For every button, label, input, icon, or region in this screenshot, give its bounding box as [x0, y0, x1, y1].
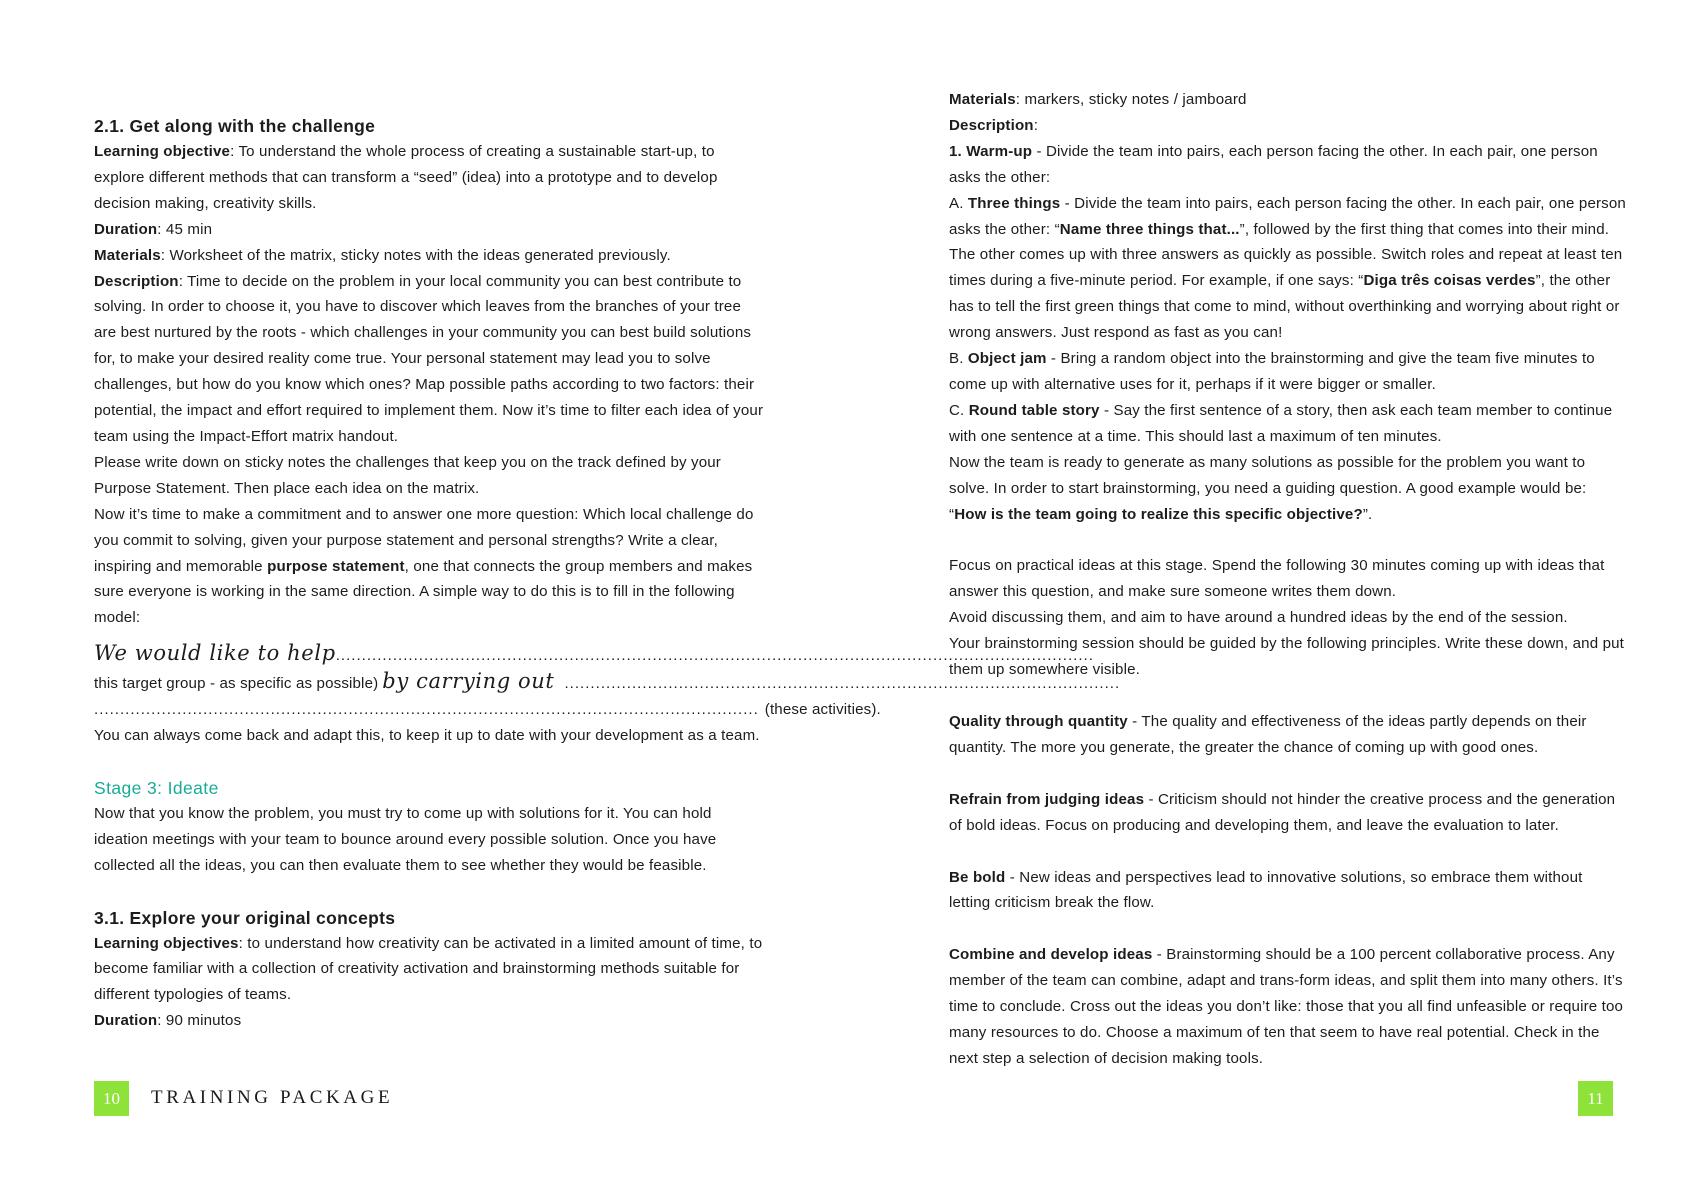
left-page-number: 10 [94, 1081, 129, 1116]
template-dots-2: ........................................................................................................... [564, 675, 1121, 693]
learning-objectives-2: Learning objectives: to understand how creativity can be activated in a limited amount of time, to become familiar with a collection of creativity activation and brainstorming methods suitable for different typologies of teams. [94, 934, 763, 1004]
materials-right: Materials: markers, sticky notes / jamboard [949, 91, 1247, 108]
template-line-1 [94, 641, 1094, 669]
principle-combine: Combine and develop ideas - Brainstorming should be a 100 percent collaborative process. Any member of the team can combine, adapt and trans-form ideas, and split them into many others. It’s time to conclude. Cross out the ideas you don’t like: those that you all find unfeasible or require too many resources to do. Choose a maximum of ten that seem to have real potential. Check in the next step a selection of decision making tools. [949, 946, 1624, 1067]
paragraph-avoid: Avoid discussing them, and aim to have around a hundred ideas by the end of the session. [949, 609, 1568, 627]
description-right: Description: [949, 116, 1039, 134]
right-page-number: 11 [1578, 1081, 1613, 1116]
stage-title: Stage 3: Ideate [94, 777, 219, 798]
template-script-help: We would like to help [94, 641, 336, 666]
left-page-content [94, 113, 1121, 1034]
duration: Duration: 45 min [94, 220, 213, 238]
template-dots-3: ................................................................................................................................ [94, 701, 759, 719]
principle-be-bold: Be bold - New ideas and perspectives lead to innovative solutions, so embrace them without letting criticism break the flow. [949, 868, 1583, 912]
purpose-statement-template [94, 641, 1121, 723]
duration-2: Duration: 90 minutos [94, 1012, 242, 1030]
paragraph-focus: Focus on practical ideas at this stage. Spend the following 30 minutes coming up with ideas that answer this question, and make sure someone writes them down. [949, 557, 1605, 601]
section-title-2: 3.1. Explore your original concepts [94, 907, 396, 928]
object-jam: B. Object jam - Bring a random object into the brainstorming and give the team five minutes to come up with alternative uses for it, perhaps if it were bigger or smaller. [949, 350, 1595, 393]
principle-quality: Quality through quantity - The quality and effectiveness of the ideas partly depends on their quantity. The more you generate, the greater the chance of coming up with good ones. [949, 712, 1587, 756]
template-script-carrying: by carrying out [382, 669, 555, 694]
three-things: A. Three things - Divide the team into pairs, each person facing the other. In each pair, one person asks the other: “Name three things that...”, followed by the first thing that comes into their mind. The other comes up with three answers as quickly as possible. Switch roles and repeat at least ten times during a five-minute period. For example, if one says: “Diga três coisas verdes”, the other has to tell the first green things that come to mind, without overthinking and worrying about right or wrong answers. Just respond as fast as you can! [949, 194, 1626, 342]
paragraph-ideate: Now that you know the problem, you must try to come up with solutions for it. You can hold ideation meetings with your team to bounce around every possible solution. Once you have collected all the ideas, you can then evaluate them to see whether they would be feasible. [94, 804, 717, 874]
paragraph-ready: Now the team is ready to generate as many solutions as possible for the problem you want to solve. In order to start brainstorming, you need a guiding question. A good example would be: “How is the team going to realize this specific objective?”. [949, 453, 1587, 523]
right-page-content [949, 87, 1627, 1072]
paragraph-principles: Your brainstorming session should be guided by the following principles. Write these down, and put them up somewhere visible. [949, 635, 1625, 679]
description: Description: Time to decide on the problem in your local community you can best contribute to solving. In order to choose it, you have to discover which leaves from the branches of your tree are best nurtured by the roots - which challenges in your community you can best build solutions for, to make your desired reality come true. Your personal statement may lead you to solve challenges, but how do you know which ones? Map possible paths according to two factors: their potential, the impact and effort required to implement them. Now it’s time to filter each idea of your team using the Impact-Effort matrix handout. [94, 272, 764, 445]
round-table-story: C. Round table story - Say the first sentence of a story, then ask each team member to continue with one sentence at a time. This should last a maximum of ten minutes. [949, 401, 1613, 445]
template-target-group: this target group - as specific as possible) [94, 675, 379, 693]
template-activities: (these activities). [764, 701, 881, 719]
section-title: 2.1. Get along with the challenge [94, 116, 376, 136]
warm-up: 1. Warm-up - Divide the team into pairs, each person facing the other. In each pair, one person asks the other: [949, 142, 1598, 186]
principle-refrain: Refrain from judging ideas - Criticism should not hinder the creative process and the generation of bold ideas. Focus on producing and developing them, and leave the evaluation to later. [949, 790, 1616, 834]
footer-title: TRAINING PACKAGE [151, 1087, 394, 1108]
template-line-3 [94, 697, 881, 723]
paragraph-sticky-notes: Please write down on sticky notes the challenges that keep you on the track defined by your Purpose Statement. Then place each idea on the matrix. [94, 453, 721, 497]
paragraph-adapt: You can always come back and adapt this, to keep it up to date with your development as a team. [94, 726, 760, 744]
materials: Materials: Worksheet of the matrix, sticky notes with the ideas generated previously. [94, 246, 671, 264]
template-line-2 [94, 669, 1121, 697]
paragraph-commitment: Now it’s time to make a commitment and to answer one more question: Which local challenge do you commit to solving, given your purpose statement and personal strengths? Write a clear, inspiring and memorable purpose statement, one that connects the group members and makes sure everyone is working in the same direction. A simple way to do this is to fill in the following model: [94, 505, 754, 627]
learning-objective: Learning objective: To understand the whole process of creating a sustainable start-up, to explore different methods that can transform a “seed” (idea) into a prototype and to develop decision making, creativity skills. [94, 143, 718, 212]
template-dots-1: .................................................................................................................................................. [335, 647, 1094, 665]
